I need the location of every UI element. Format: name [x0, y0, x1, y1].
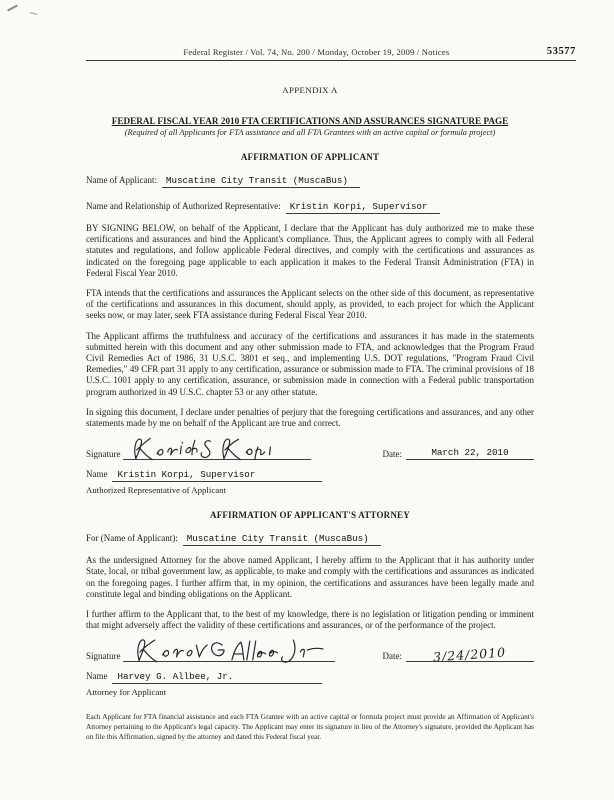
attorney-printed-name-line: [112, 671, 322, 684]
paragraph: The Applicant affirms the truthfulness and accuracy of the certifications and assurances it has made in the statements submitted herein with this document and any other submission made to FTA, and acknowledges that the Program Fraud Civil Remedies Act of 1986, 31 U.S.C. 3801 et seq., and implementing U.S. DOT regulations, "Program Fraud Civil Remedies," 49 CFR part 31 apply to any certification, assurance or submission made to FTA. The criminal provisions of 18 U.S.C. 1001 apply to any certification, assurance, or submission made in connection with a Federal public transportation program authorized in 49 U.S.C. chapter 53 or any other statute.: [86, 330, 534, 397]
authorized-representative-fill-line: [286, 201, 440, 214]
attorney-printed-name-row: [86, 671, 534, 684]
applicant-name-fill-line: [162, 175, 360, 188]
applicant-date-value: March 22, 2010: [431, 447, 509, 459]
document-subtitle: (Required of all Applicants for FTA assistance and all FTA Grantees with an active capital or formula project): [124, 128, 496, 137]
paragraph: In signing this document, I declare under penalties of perjury that the foregoing certifications and assurances, and any other statements made by me on behalf of the Applicant are true and correct.: [86, 406, 534, 429]
applicant-signature-line: [123, 442, 311, 460]
document-body: [0, 85, 614, 742]
attorney-date-value: 3/24/2010: [433, 644, 507, 665]
applicant-name-value: Muscatine City Transit (MuscaBus): [165, 175, 348, 186]
applicant-name-row: [86, 175, 534, 188]
signature-label: Signature: [86, 449, 121, 460]
attorney-handwritten-signature: [129, 634, 327, 666]
attorney-for-applicant-label: For (Name of Applicant):: [86, 533, 178, 544]
name-label: Name: [86, 671, 108, 682]
attorney-for-applicant-fill-line: [183, 533, 381, 546]
applicant-section-heading: AFFIRMATION OF APPLICANT: [240, 152, 380, 162]
attorney-for-applicant-row: [86, 533, 534, 546]
applicant-signature-row: [86, 442, 534, 460]
attorney-date-line: [406, 644, 534, 665]
applicant-printed-name-row: [86, 469, 534, 482]
attorney-section-heading: AFFIRMATION OF APPLICANT'S ATTORNEY: [210, 510, 410, 521]
applicant-date-group: [383, 447, 535, 460]
federal-register-citation: Federal Register / Vol. 74, No. 200 / Monday, October 19, 2009 / Notices: [183, 47, 450, 57]
attorney-role-line: Attorney for Applicant: [86, 687, 167, 698]
paragraph: As the undersigned Attorney for the above named Applicant, I hereby affirm to the Applicant that it has authority under State, local, or tribal government law, as applicable, to make and comply with the certifications and assurances as indicated on the foregoing pages. I further affirm that, in my opinion, the certifications and assurances have been legally made and constitute legal and binding obligations on the Applicant.: [86, 555, 534, 599]
header-rule: [86, 60, 576, 61]
page-number: 53577: [546, 46, 576, 57]
attorney-printed-name-value: Harvey G. Allbee, Jr.: [117, 671, 234, 683]
date-label: Date:: [382, 449, 402, 460]
document-title: FEDERAL FISCAL YEAR 2010 FTA CERTIFICATIONS AND ASSURANCES SIGNATURE PAGE: [111, 116, 509, 126]
paragraph: BY SIGNING BELOW, on behalf of the Applicant, I declare that the Applicant has duly authorized me to make these certifications and assurances and bind the Applicant's compliance. Thus, the Applicant agrees to comply with all Federal statutes and regulations, and follow applicable Federal directives, and comply with the certifications and assurances as indicated on the foregoing page applicable to each application it makes to the Federal Transit Administration (FTA) in Federal Fiscal Year 2010.: [86, 223, 534, 278]
applicant-name-label: Name of Applicant:: [86, 175, 157, 185]
attorney-signature-row: [86, 644, 534, 665]
paragraph: FTA intends that the certifications and assurances the Applicant selects on the other side of this document, as representative of the certifications and assurances in this document, should apply, as provided, to each project for which the Applicant seeks now, or may later, seek FTA assistance during Federal Fiscal Year 2010.: [86, 288, 534, 321]
authorized-representative-label: Name and Relationship of Authorized Representative:: [86, 201, 281, 211]
attorney-for-applicant-value: Muscatine City Transit (MuscaBus): [186, 533, 369, 545]
applicant-date-line: [406, 447, 534, 460]
paragraph: I further affirm to the Applicant that, to the best of my knowledge, there is no legislation or litigation pending or imminent that might adversely affect the validity of these certifications and assurances, or of the performance of the project.: [86, 609, 534, 631]
signature-label: Signature: [86, 651, 121, 662]
applicant-printed-name-line: [112, 469, 322, 482]
attorney-date-group: [382, 644, 535, 665]
attorney-signature-line: [123, 644, 335, 662]
footnote: Each Applicant for FTA financial assistance and each FTA Grantee with an active capital or formula project must provide an Affirmation of Applicant's Attorney pertaining to the Applicant's legal capacity. The Applicant may enter its signature in lieu of the Attorney's signature, provided the Applicant has on file this Affirmation, signed by the attorney and dated this Federal fiscal year.: [86, 712, 534, 741]
date-label: Date:: [382, 651, 402, 662]
running-header: [0, 0, 614, 61]
applicant-printed-name-value: Kristin Korpi, Supervisor: [117, 469, 256, 481]
appendix-heading: APPENDIX A: [282, 85, 338, 95]
authorized-representative-value: Kristin Korpi, Supervisor: [289, 201, 428, 212]
name-label: Name: [86, 469, 108, 480]
applicant-role-line: Authorized Representative of Applicant: [86, 485, 226, 496]
authorized-representative-row: [86, 201, 534, 214]
applicant-handwritten-signature: [129, 434, 284, 464]
